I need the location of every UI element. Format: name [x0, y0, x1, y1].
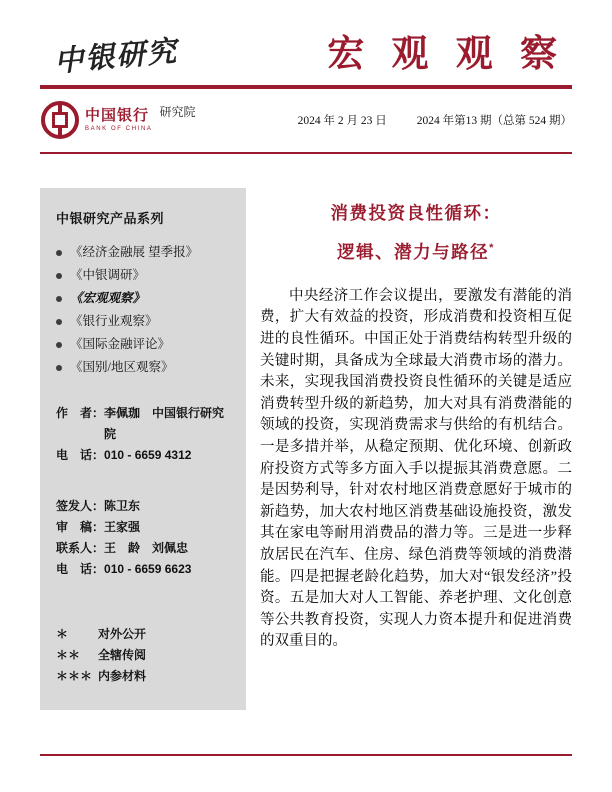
bank-of-china-logo-icon: [40, 100, 80, 140]
title-footnote-asterisk: *: [489, 242, 495, 254]
author-phone-line: [56, 445, 232, 466]
series-item-label: 《中银调研》: [70, 268, 146, 282]
masthead: [0, 0, 612, 79]
confidentiality-label: 内参材料: [98, 669, 147, 683]
contact-phone-label: 电 话：: [56, 562, 105, 576]
abstract-paragraph: 中央经济工作会议提出，要激发有潜能的消费，扩大有效益的投资，形成消费和投资相互促进的良性循环。中国正处于消费结构转型升级的关键时期，具备成为全球最大消费市场的潜力。未来，实现我国消费投资良性循环的关键是适应消费转型升级的新趋势，加大对具有消费潜能的领域的投资，实现消费需求与供给的有机结合。一是多措并举，从稳定预期、优化环境、创新政府投资方式等多方面入手以提振其消费意愿。二是因势利导，针对农村地区消费意愿好于城市的新趋势，加大农村地区消费基础设施投资，激发其在家电等耐用消费品的潜力等。三是进一步释放居民在汽车、住房、绿色消费等领域的消费潜能。四是把握老龄化趋势，加大对“银发经济”投资。五是加大对人工智能、养老护理、文化创意等公共教育投资，实现人力资本提升和促进消费的双重目的。: [260, 287, 572, 650]
issuer-value: 陈卫东: [104, 499, 141, 513]
series-item: [56, 356, 232, 379]
article-title-line2: 逻辑、潜力与路径: [337, 241, 490, 262]
series-item-label: 《宏观观察》: [70, 291, 146, 305]
author-value: 李佩珈 中国银行研究院: [104, 406, 225, 441]
phone-label: 电 话：: [56, 448, 105, 462]
bullet-icon: [56, 273, 62, 279]
series-item-label: 《国别/地区观察》: [70, 360, 174, 374]
bullet-icon: [56, 296, 62, 302]
article-content: [260, 188, 572, 710]
bank-name: [85, 108, 152, 131]
contact-phone-line: [56, 559, 232, 580]
author-line: [56, 403, 232, 445]
page-body: [40, 188, 572, 710]
series-item-label: 《经济金融展 望季报》: [70, 245, 199, 259]
issuer-label: 签发人：: [56, 499, 105, 513]
top-divider: [40, 85, 572, 89]
author-label: 作 者：: [56, 406, 105, 420]
series-item: [56, 241, 232, 264]
confidentiality-line: [56, 666, 232, 687]
bullet-icon: [56, 250, 62, 256]
series-item-label: 《银行业观察》: [70, 314, 158, 328]
reviewer-line: [56, 517, 232, 538]
contact-phone-value: 010 - 6659 6623: [104, 562, 192, 576]
series-list: [56, 241, 232, 379]
bank-name-en: BANK OF CHINA: [85, 125, 153, 132]
publication-date: 2024 年 2 月 23 日: [297, 115, 387, 127]
series-item-current: [56, 287, 232, 310]
phone-value: 010 - 6659 4312: [104, 448, 192, 462]
confidentiality-line: [56, 624, 232, 645]
confidentiality-block: [56, 624, 232, 687]
three-star-marker: ＊＊＊: [56, 669, 93, 683]
contact-value: 王 龄 刘佩忠: [104, 541, 189, 555]
article-title-line1: 消费投资良性循环：: [330, 203, 502, 223]
confidentiality-label: 全辖传阅: [98, 648, 147, 662]
publication-title: 宏 观 观 察: [327, 34, 566, 75]
research-division-label: 研究院: [159, 105, 196, 119]
issuer-line: [56, 496, 232, 517]
contact-line: [56, 538, 232, 559]
header-divider: [40, 152, 572, 154]
series-item: [56, 333, 232, 356]
brand-calligraphy-logo: 中银研究: [52, 33, 180, 79]
reviewer-label: 审 稿：: [56, 520, 105, 534]
series-item: [56, 310, 232, 333]
article-title: [260, 196, 572, 270]
series-item: [56, 264, 232, 287]
bullet-icon: [56, 342, 62, 348]
one-star-marker: ＊: [56, 627, 69, 641]
bullet-icon: [56, 319, 62, 325]
reviewer-value: 王家强: [104, 520, 141, 534]
contact-label: 联系人：: [56, 541, 105, 555]
sidebar: [40, 188, 246, 710]
staff-block: [56, 496, 232, 580]
issue-number: 2024 年第13 期（总第 524 期）: [416, 115, 572, 127]
bullet-icon: [56, 365, 62, 371]
bank-name-cn: 中国银行: [85, 108, 150, 125]
confidentiality-label: 对外公开: [98, 627, 147, 641]
series-item-label: 《国际金融评论》: [70, 337, 171, 351]
bank-info-row: [40, 97, 572, 143]
series-title: 中银研究产品系列: [56, 211, 165, 226]
confidentiality-line: [56, 645, 232, 666]
two-star-marker: ＊＊: [56, 648, 81, 662]
bottom-divider: [40, 754, 572, 757]
author-block: [56, 403, 232, 466]
